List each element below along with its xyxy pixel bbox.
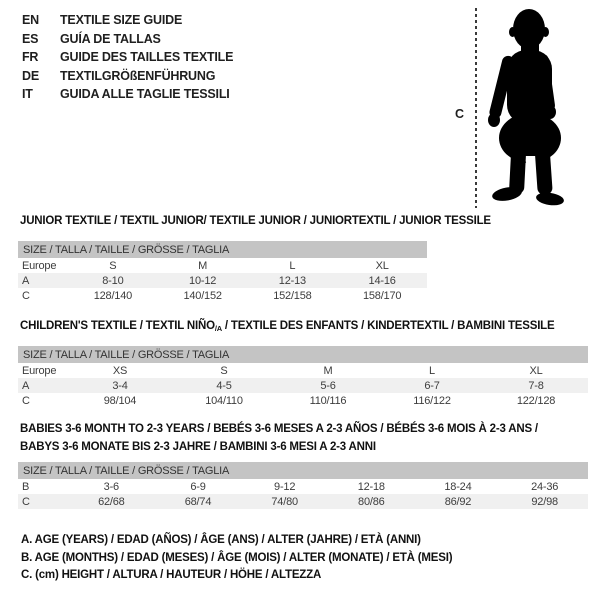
section-title-line2: BABYS 3-6 MONATE BIS 2-3 JAHRE / BAMBINI 3-6 MESI A 2-3 ANNI	[20, 440, 376, 453]
language-code: FR	[22, 50, 39, 65]
row-label: Europe	[22, 364, 57, 377]
language-title: GUIDA ALLE TAGLIE TESSILI	[60, 87, 230, 102]
cell: S	[109, 259, 117, 272]
language-row-en	[22, 11, 233, 30]
cell: 152/158	[273, 289, 312, 302]
table-row-age	[18, 378, 588, 393]
cell: 6-7	[380, 378, 484, 393]
cell: XL	[375, 259, 389, 272]
row-label: C	[22, 289, 30, 302]
language-title: GUÍA DE TALLAS	[60, 31, 161, 46]
junior-size-table	[18, 241, 427, 303]
babies-size-table	[18, 462, 588, 509]
cell: S	[220, 364, 228, 377]
height-measure-line	[475, 8, 477, 208]
cell: 62/68	[68, 494, 155, 509]
language-title: TEXTILGRÖßENFÜHRUNG	[60, 68, 216, 83]
section-title-text: JUNIOR TEXTILE / TEXTIL JUNIOR/ TEXTILE JUNIOR / JUNIORTEXTIL / JUNIOR TESSILE	[20, 215, 491, 227]
title-subscript: /A	[214, 324, 222, 333]
language-title: GUIDE DES TAILLES TEXTILE	[60, 50, 234, 65]
cell: 140/152	[183, 289, 222, 302]
cell: 3-4	[68, 378, 172, 393]
language-row-es	[22, 30, 233, 49]
row-label: A	[18, 273, 68, 288]
cell: 80/86	[328, 494, 415, 509]
table-row-height	[18, 393, 588, 408]
cell: 12-18	[357, 480, 385, 493]
section-title-babies	[20, 423, 538, 458]
cell: 92/98	[501, 494, 588, 509]
cell: 98/104	[103, 394, 137, 407]
language-row-it	[22, 85, 233, 104]
language-code: IT	[22, 87, 33, 102]
table-row-height	[18, 288, 427, 303]
cell: 68/74	[155, 494, 242, 509]
cell: 24-36	[531, 480, 559, 493]
cell: 74/80	[241, 494, 328, 509]
language-code: DE	[22, 68, 39, 83]
cell: M	[323, 364, 333, 377]
cell: 86/92	[415, 494, 502, 509]
cell: M	[198, 259, 208, 272]
section-title-line1: BABIES 3-6 MONTH TO 2-3 YEARS / BEBÉS 3-6 MESES A 2-3 AÑOS / BÉBÉS 3-6 MOIS À 2-3 ANS /	[20, 423, 538, 435]
cell: 10-12	[158, 273, 248, 288]
table-row-europe	[18, 363, 588, 378]
size-header-bar: SIZE / TALLA / TAILLE / GRÖSSE / TAGLIA	[18, 346, 588, 363]
cell: 116/122	[413, 394, 451, 407]
table-row-months	[18, 479, 588, 494]
row-label: C	[22, 394, 30, 407]
footnote-c: C. (cm) HEIGHT / ALTURA / HAUTEUR / HÖHE / ALTEZZA	[21, 569, 322, 581]
section-title-text: / TEXTILE DES ENFANTS / KINDERTEXTIL / BAMBINI TESSILE	[221, 320, 555, 332]
row-label: Europe	[22, 259, 57, 272]
footnote-a: A. AGE (YEARS) / EDAD (AÑOS) / ÂGE (ANS) / ALTER (JAHRE) / ETÀ (ANNI)	[21, 534, 421, 546]
baby-silhouette-icon	[480, 4, 570, 206]
section-title-text: CHILDREN'S TEXTILE / TEXTIL NIÑO	[20, 320, 215, 332]
cell: 9-12	[274, 480, 296, 493]
cell: 104/110	[205, 394, 243, 407]
cell: 158/170	[362, 289, 402, 302]
cell: L	[289, 259, 296, 272]
table-row-europe	[18, 258, 427, 273]
cell: 3-6	[103, 480, 119, 493]
cell: XS	[112, 364, 128, 377]
cell: 7-8	[484, 378, 588, 393]
cell: L	[429, 364, 435, 377]
language-list	[22, 11, 233, 104]
row-label: C	[18, 494, 68, 509]
cell: 4-5	[172, 378, 276, 393]
cell: 14-16	[337, 273, 427, 288]
language-title: TEXTILE SIZE GUIDE	[60, 13, 183, 28]
cell: 128/140	[93, 289, 133, 302]
table-row-age	[18, 273, 427, 288]
language-code: EN	[22, 13, 39, 28]
cell: 122/128	[516, 394, 556, 407]
language-row-fr	[22, 48, 233, 67]
height-label-c: C	[455, 107, 465, 121]
cell: 18-24	[444, 480, 472, 493]
cell: 5-6	[276, 378, 380, 393]
cell: 6-9	[190, 480, 206, 493]
row-label: B	[22, 480, 30, 493]
size-header-bar: SIZE / TALLA / TAILLE / GRÖSSE / TAGLIA	[18, 241, 427, 258]
cell: 8-10	[68, 273, 158, 288]
cell: 110/116	[309, 394, 347, 407]
table-row-height	[18, 494, 588, 509]
cell: 12-13	[248, 273, 338, 288]
children-size-table	[18, 346, 588, 408]
section-title-children	[20, 320, 554, 333]
section-title-junior	[20, 215, 491, 227]
footnote-b: B. AGE (MONTHS) / EDAD (MESES) / ÂGE (MOIS) / ALTER (MONATE) / ETÀ (MESI)	[21, 551, 453, 564]
cell: XL	[529, 364, 543, 377]
row-label: A	[18, 378, 68, 393]
size-header-bar: SIZE / TALLA / TAILLE / GRÖSSE / TAGLIA	[18, 462, 588, 479]
language-code: ES	[22, 31, 39, 46]
language-row-de	[22, 67, 233, 86]
